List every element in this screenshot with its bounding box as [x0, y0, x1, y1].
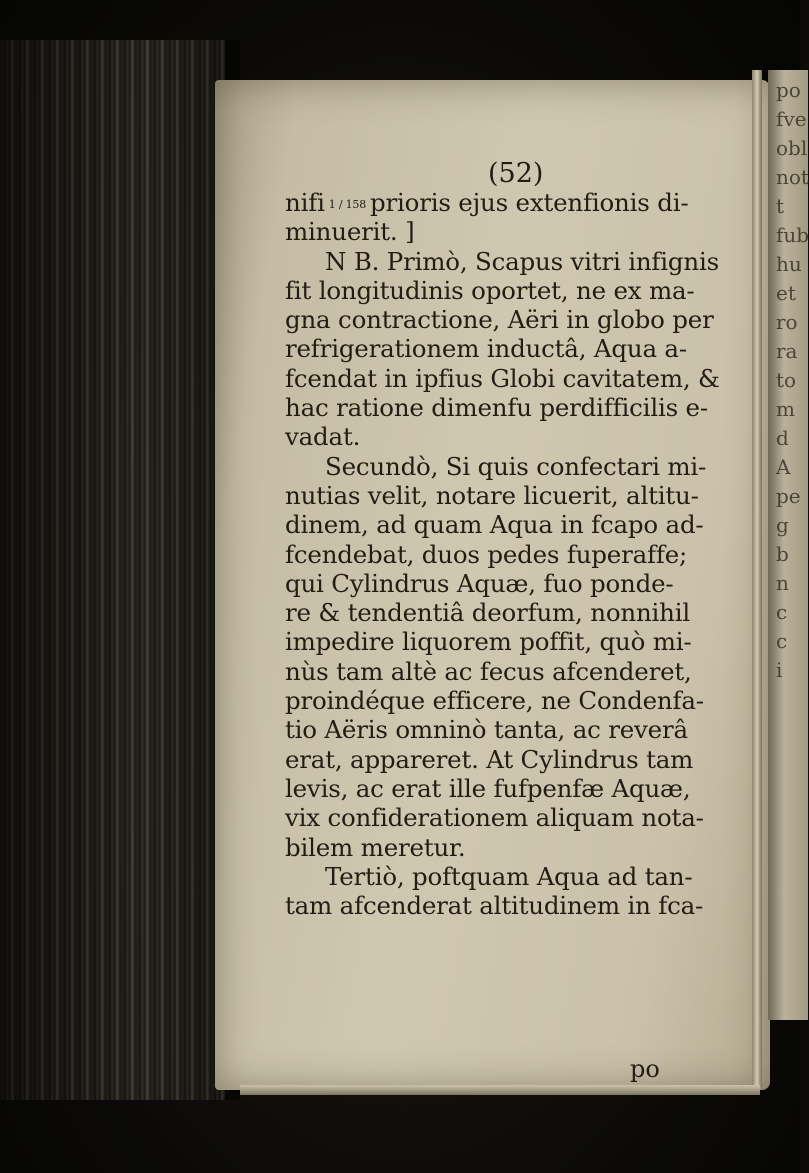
adjacent-page-line: A [776, 455, 791, 479]
text-line: proindéque efficere, ne Condenfa- [285, 686, 704, 716]
adjacent-page-line: c [776, 600, 788, 624]
text-line: tio Aëris omninò tanta, ac reverâ [285, 715, 688, 745]
text-line: N B. Primò, Scapus vitri infignis [325, 246, 719, 276]
text-line: impedire liquorem poffit, quò mi- [285, 627, 692, 657]
text-line: minuerit. ] [285, 217, 415, 247]
adjacent-page-line: pe [776, 484, 801, 508]
text-line: fcendebat, duos pedes fuperaffe; [285, 539, 688, 569]
page-text-block [285, 188, 740, 920]
text-line: Secundò, Si quis confectari mi- [325, 451, 707, 481]
adjacent-page-line: obl [776, 136, 808, 160]
text-line: erat, appareret. At Cylindrus tam [285, 744, 694, 774]
text-line: re & tendentiâ deorfum, nonnihil [285, 598, 691, 628]
text-line: vix confiderationem aliquam nota- [285, 803, 704, 833]
text-line: levis, ac erat ille fufpenfæ Aquæ, [285, 773, 691, 803]
page-edge-right [752, 70, 762, 1090]
text-segment: prioris ejus extenfionis di- [370, 188, 689, 217]
text-line: Tertiò, poftquam Aqua ad tan- [325, 861, 693, 891]
text-segment: nifi [285, 188, 325, 217]
catchword: po [630, 1055, 660, 1083]
text-line: nùs tam altè ac fecus afcenderet, [285, 656, 692, 686]
adjacent-page-line: fub [776, 223, 809, 247]
text-line: bilem meretur. [285, 832, 466, 862]
adjacent-page-fragment [768, 70, 808, 1020]
text-line: tam afcenderat altitudinem in fca- [285, 891, 704, 921]
text-line: gna contractione, Aëri in globo per [285, 305, 714, 335]
text-line: qui Cylindrus Aquæ, fuo ponde- [285, 568, 674, 598]
text-line: dinem, ad quam Aqua in fcapo ad- [285, 510, 704, 540]
adjacent-page-line: fve [776, 107, 807, 131]
adjacent-page-line: po [776, 78, 801, 102]
adjacent-page-line: g [776, 513, 789, 537]
text-line: hac ratione dimenfu perdifficilis e- [285, 393, 708, 423]
adjacent-page-line: hu [776, 252, 802, 276]
text-line [285, 188, 740, 217]
adjacent-page-line: b [776, 542, 789, 566]
page-number: (52) [488, 158, 544, 189]
adjacent-page-line: t [776, 194, 785, 218]
adjacent-page-line: et [776, 281, 796, 305]
adjacent-page-line: to [776, 368, 797, 392]
adjacent-page-line: c [776, 629, 788, 653]
adjacent-page-line: d [776, 426, 789, 450]
text-line: vadat. [285, 422, 361, 452]
adjacent-page-line: n [776, 571, 789, 595]
fraction: 1 / 158 [328, 197, 367, 211]
text-line: fit longitudinis oportet, ne ex ma- [285, 275, 695, 305]
adjacent-page-line: ra [776, 339, 798, 363]
text-line: nutias velit, notare licuerit, altitu- [285, 480, 699, 510]
adjacent-page-line: m [776, 397, 795, 421]
page-edge-bottom [240, 1085, 760, 1095]
adjacent-page-line: ro [776, 310, 798, 334]
text-line: fcendat in ipfius Globi cavitatem, & [285, 363, 720, 393]
adjacent-page-line: i [776, 658, 783, 682]
binding-shadow [0, 40, 240, 1100]
adjacent-page-text [768, 70, 808, 685]
adjacent-page-line: not [776, 165, 809, 189]
text-line: refrigerationem inductâ, Aqua a- [285, 334, 687, 364]
